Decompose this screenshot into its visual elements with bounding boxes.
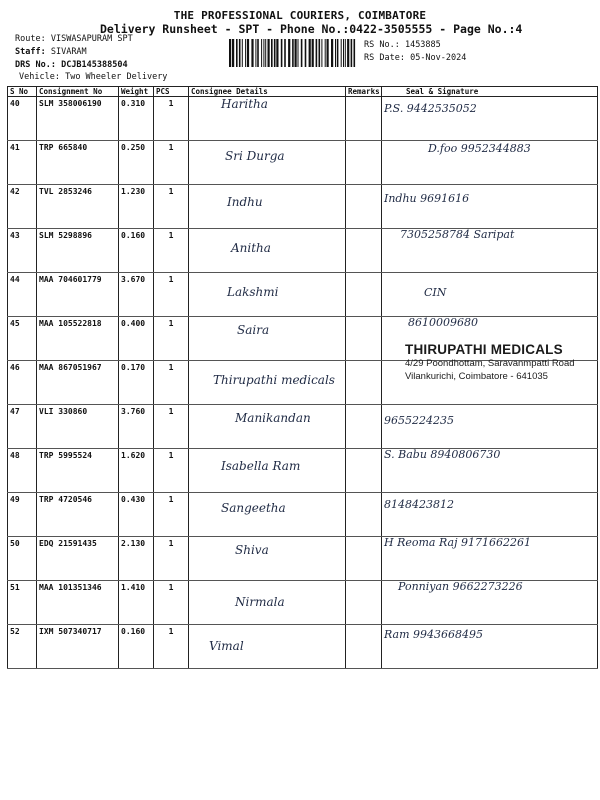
weight-cell: 1.620 (119, 449, 154, 493)
handwritten-signature: 8148423812 (384, 498, 454, 511)
consignee-cell (189, 97, 346, 141)
consignee-cell (189, 537, 346, 581)
handwritten-signature: P.S. 9442535052 (384, 102, 477, 115)
handwritten-signature: 7305258784 Saripat (400, 228, 515, 241)
pcs-cell: 1 (154, 229, 189, 273)
table-row (8, 581, 598, 625)
consignee-handwritten-name: Anitha (231, 241, 271, 255)
stamp-address-line-2: Vilankurichi, Coimbatore - 641035 (405, 371, 548, 382)
weight-cell: 3.760 (119, 405, 154, 449)
signature-cell (382, 405, 598, 449)
sno-cell: 51 (8, 581, 37, 625)
consignment-cell: SLM 358006190 (37, 97, 119, 141)
sno-cell: 52 (8, 625, 37, 669)
sno-cell: 44 (8, 273, 37, 317)
col-signature: Seal & Signature (382, 87, 598, 97)
sno-cell: 50 (8, 537, 37, 581)
consignee-cell (189, 273, 346, 317)
sno-cell: 46 (8, 361, 37, 405)
consignment-cell: VLI 330860 (37, 405, 119, 449)
table-row (8, 185, 598, 229)
remarks-cell (346, 141, 382, 185)
weight-cell: 1.230 (119, 185, 154, 229)
consignee-cell (189, 229, 346, 273)
table-row (8, 625, 598, 669)
signature-cell (382, 141, 598, 185)
handwritten-signature: S. Babu 8940806730 (384, 448, 501, 461)
table-row (8, 229, 598, 273)
rs-no-line (364, 40, 441, 50)
consignee-cell (189, 185, 346, 229)
pcs-cell: 1 (154, 625, 189, 669)
consignee-handwritten-name: Saira (237, 323, 270, 337)
col-consignee: Consignee Details (189, 87, 346, 97)
handwritten-signature: 8610009680 (408, 316, 478, 329)
weight-cell: 1.410 (119, 581, 154, 625)
drs-label: DRS No.: (15, 60, 56, 70)
consignment-cell: EDQ 21591435 (37, 537, 119, 581)
consignment-cell: TRP 5995524 (37, 449, 119, 493)
consignment-cell: SLM 5298896 (37, 229, 119, 273)
pcs-cell: 1 (154, 141, 189, 185)
consignment-cell: MAA 704601779 (37, 273, 119, 317)
rs-no-label: RS No.: (364, 40, 400, 50)
consignee-handwritten-name: Haritha (221, 97, 268, 111)
consignment-cell: MAA 105522818 (37, 317, 119, 361)
consignee-handwritten-name: Sangeetha (221, 501, 286, 515)
signature-cell (382, 493, 598, 537)
sno-cell: 49 (8, 493, 37, 537)
barcode (229, 39, 357, 67)
pcs-cell: 1 (154, 449, 189, 493)
col-pcs: PCS (154, 87, 189, 97)
drs-value: DCJB145388504 (61, 60, 128, 70)
handwritten-signature: CIN (424, 286, 447, 299)
sno-cell: 43 (8, 229, 37, 273)
consignee-cell (189, 493, 346, 537)
stamp-address-line-1: 4/29 Poondhottam, Saravanmpatti Road (405, 358, 575, 369)
runsheet-title: Delivery Runsheet - SPT - Phone No.:0422-3505555 - Page No.:4 (100, 22, 523, 36)
pcs-cell: 1 (154, 317, 189, 361)
pcs-cell: 1 (154, 405, 189, 449)
table-row (8, 405, 598, 449)
handwritten-signature: Ponniyan 9662273226 (398, 580, 523, 593)
col-consignment: Consignment No (37, 87, 119, 97)
weight-cell: 0.430 (119, 493, 154, 537)
consignee-handwritten-name: Lakshmi (227, 285, 279, 299)
signature-cell (382, 273, 598, 317)
pcs-cell: 1 (154, 361, 189, 405)
staff-value: SIVARAM (50, 47, 87, 57)
consignee-handwritten-name: Nirmala (235, 595, 285, 609)
rs-date-line (364, 53, 466, 63)
table-row (8, 97, 598, 141)
weight-cell: 0.400 (119, 317, 154, 361)
consignee-cell (189, 317, 346, 361)
handwritten-signature: D.foo 9952344883 (428, 142, 531, 155)
staff-label: Staff: (15, 47, 46, 57)
handwritten-signature: H Reoma Raj 9171662261 (384, 536, 531, 549)
sno-cell: 48 (8, 449, 37, 493)
remarks-cell (346, 405, 382, 449)
vehicle-label: Vehicle: (19, 72, 60, 82)
remarks-cell (346, 317, 382, 361)
weight-cell: 0.250 (119, 141, 154, 185)
drs-line (15, 60, 128, 70)
handwritten-signature: Ram 9943668495 (384, 628, 484, 641)
weight-cell: 0.170 (119, 361, 154, 405)
pcs-cell: 1 (154, 493, 189, 537)
pcs-cell: 1 (154, 273, 189, 317)
signature-cell (382, 537, 598, 581)
table-row (8, 449, 598, 493)
consignment-cell: TRP 4720546 (37, 493, 119, 537)
signature-cell (382, 581, 598, 625)
consignee-handwritten-name: Manikandan (235, 411, 311, 425)
consignment-cell: MAA 867051967 (37, 361, 119, 405)
table-row (8, 273, 598, 317)
consignment-cell: TVL 2853246 (37, 185, 119, 229)
consignee-handwritten-name: Sri Durga (225, 149, 285, 163)
col-remarks: Remarks (346, 87, 382, 97)
stamp-name: THIRUPATHI MEDICALS (405, 342, 563, 357)
consignment-cell: TRP 665840 (37, 141, 119, 185)
table-row (8, 537, 598, 581)
weight-cell: 0.160 (119, 229, 154, 273)
table-header-row (8, 87, 598, 97)
consignment-cell: MAA 101351346 (37, 581, 119, 625)
pcs-cell: 1 (154, 537, 189, 581)
handwritten-signature: 9655224235 (384, 414, 454, 427)
pharmacy-stamp (405, 342, 585, 383)
sno-cell: 40 (8, 97, 37, 141)
route-value: VISWASAPURAM SPT (50, 34, 133, 44)
signature-cell (382, 449, 598, 493)
consignee-handwritten-name: Shiva (235, 543, 269, 557)
sno-cell: 45 (8, 317, 37, 361)
signature-cell (382, 229, 598, 273)
consignee-handwritten-name: Isabella Ram (221, 459, 301, 473)
staff-line (15, 47, 87, 57)
consignee-cell (189, 449, 346, 493)
pcs-cell: 1 (154, 581, 189, 625)
weight-cell: 0.160 (119, 625, 154, 669)
remarks-cell (346, 537, 382, 581)
rs-date-value: 05-Nov-2024 (410, 53, 467, 63)
col-sno: S No (8, 87, 37, 97)
handwritten-signature: Indhu 9691616 (384, 192, 470, 205)
sno-cell: 41 (8, 141, 37, 185)
rs-date-label: RS Date: (364, 53, 405, 63)
remarks-cell (346, 493, 382, 537)
signature-cell (382, 185, 598, 229)
pcs-cell: 1 (154, 185, 189, 229)
weight-cell: 0.310 (119, 97, 154, 141)
table-row (8, 493, 598, 537)
sno-cell: 42 (8, 185, 37, 229)
vehicle-line (19, 72, 167, 82)
consignee-cell (189, 141, 346, 185)
consignee-cell (189, 625, 346, 669)
consignee-cell (189, 361, 346, 405)
weight-cell: 2.130 (119, 537, 154, 581)
table-row (8, 141, 598, 185)
company-title: THE PROFESSIONAL COURIERS, COIMBATORE (173, 9, 427, 22)
signature-cell (382, 625, 598, 669)
consignee-handwritten-name: Indhu (227, 195, 263, 209)
consignee-cell (189, 581, 346, 625)
route-line (15, 34, 133, 44)
consignment-cell: IXM 507340717 (37, 625, 119, 669)
signature-cell (382, 97, 598, 141)
weight-cell: 3.670 (119, 273, 154, 317)
vehicle-value: Two Wheeler Delivery (65, 72, 168, 82)
col-weight: Weight (119, 87, 154, 97)
consignee-handwritten-name: Thirupathi medicals (213, 373, 335, 387)
consignee-handwritten-name: Vimal (209, 639, 244, 653)
pcs-cell: 1 (154, 97, 189, 141)
sno-cell: 47 (8, 405, 37, 449)
rs-no-value: 1453885 (404, 40, 441, 50)
consignee-cell (189, 405, 346, 449)
route-label: Route: (15, 34, 46, 44)
